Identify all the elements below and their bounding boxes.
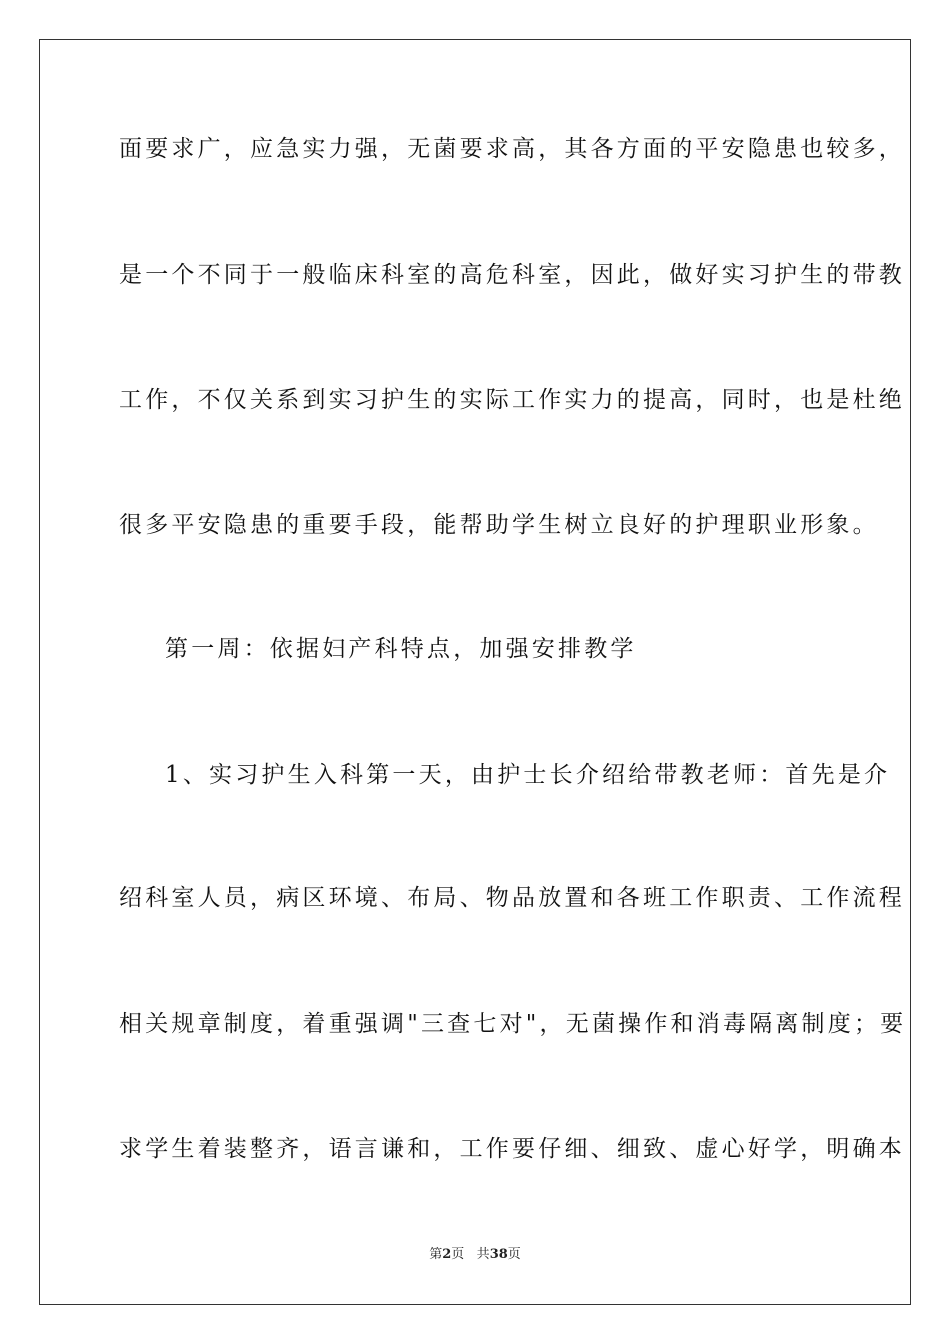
body-line-8: 相关规章制度，着重强调"三查七对"，无菌操作和消毒隔离制度；要: [119, 1011, 907, 1037]
body-line-4: 很多平安隐患的重要手段，能帮助学生树立良好的护理职业形象。: [119, 512, 879, 538]
body-line-3: 工作，不仅关系到实习护生的实际工作实力的提高，同时，也是杜绝: [119, 387, 905, 413]
footer-page-suffix: 页: [451, 1247, 465, 1262]
footer-total-prefix: 共: [476, 1247, 490, 1262]
section-heading: 第一周：依据妇产科特点，加强安排教学: [165, 636, 637, 662]
footer-page-number: 2: [442, 1247, 452, 1262]
footer-total-suffix: 页: [507, 1247, 521, 1262]
body-line-7: 绍科室人员，病区环境、布局、物品放置和各班工作职责、工作流程: [119, 885, 905, 911]
page-footer: [0, 1246, 950, 1264]
footer-prefix: 第: [429, 1247, 443, 1262]
page-border: [39, 39, 911, 1305]
footer-total-pages: 38: [489, 1247, 508, 1262]
body-line-9: 求学生着装整齐，语言谦和，工作要仔细、细致、虚心好学，明确本: [119, 1136, 905, 1162]
body-line-2: 是一个不同于一般临床科室的高危科室，因此，做好实习护生的带教: [119, 262, 905, 288]
body-line-6: 1、实习护生入科第一天，由护士长介绍给带教老师：首先是介: [165, 762, 891, 788]
body-line-1: 面要求广，应急实力强，无菌要求高，其各方面的平安隐患也较多，: [119, 136, 905, 162]
